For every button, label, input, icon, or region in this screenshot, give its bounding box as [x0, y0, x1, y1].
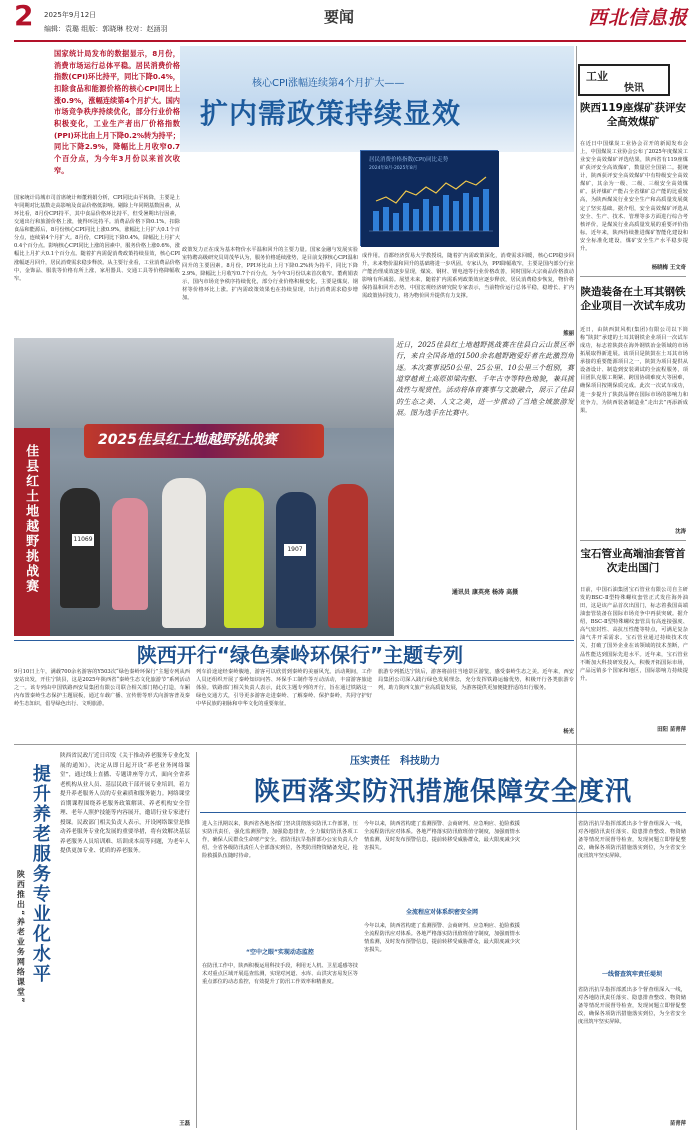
feature-byline: 杨光	[563, 729, 574, 735]
flood-col1: 进入主汛期以来，陕西省各地各部门坚决贯彻落实防汛工作部署，压实防汛责任，强化监测预警，加强隐患排查，全力做好防汛各项工作，确保人民群众生命财产安全。省防汛抗旱指挥部办公室负责人介绍，全省各级防汛责任人全部落实到位，各类防汛物资储备充足，抢险救援队伍随时待命。	[202, 821, 358, 860]
cpi-chart-graphic	[361, 151, 499, 247]
cpi-kicker: 核心CPI涨幅连续第4个月扩大——	[252, 78, 405, 89]
feature-col3: 旅游专列抵达宁陕后，游客将前往当地景区游览，感受秦岭生态之美。近年来，西安局集团公司深入践行绿色发展理念，充分发挥铁路运输优势，积极开行各类旅游专列，助力陕西文旅产业高质量发展，为游客提供更加便捷舒适的出行服务。	[378, 669, 574, 692]
cpi-chart-period: 2024年8月-2025年8月	[369, 166, 418, 171]
event-arch	[84, 424, 324, 458]
cpi-chart-title: 居民消费价格指数(CPI)同比走势	[369, 157, 449, 163]
baoshi-title: 宝石管业高端油套管首次走出国门	[580, 548, 686, 574]
elder-body: 陕西省民政厅近日印发《关于推动养老服务专业化发展的通知》，决定从即日起开设“养老业务网络课堂”，通过线上直播、专题讲座等方式，面向全省养老机构从业人员、基层民政干部开展专业培训，着力提升养老服务人员的专业素质和服务能力。网络课堂首期课程围绕养老服务政策解读、养老机构安全管理、老年人照护技能等内容展开，邀请行业专家进行授课。民政部门相关负责人表示，开设网络课堂是推动养老服务专业化发展的重要举措，将有效解决基层养老服务人员培训难、培训成本高等问题，为老年人提供更加专业、优质的养老服务。	[60, 753, 190, 854]
elder-title: 提升养老服务专业化水平	[29, 764, 51, 984]
flood-col2-body: 今年以来，陕西省构建了监测预警、会商研判、应急响应、抢险救援全流程防汛应对体系。各地严格落实防汛值班值守制度，加强雨情水情监测，及时发布预警信息，提前转移受威胁群众，最大限度减少灾害损失。	[364, 923, 520, 954]
baoshi-byline: 田阳 苗青萍	[657, 727, 686, 733]
sky	[14, 338, 394, 428]
runner	[328, 484, 368, 628]
flood-col3-body: 省防汛抗旱指挥部派出多个督查组深入一线，对各地防汛责任落实、隐患排查整改、物资储备等情况开展督导检查，发现问题立即督促整改，确保各项防汛措施落实到位，为全省安全度汛筑牢坚实屏障。	[578, 987, 686, 1026]
column-divider	[196, 752, 197, 1128]
race-photo	[14, 338, 394, 636]
runner	[224, 488, 264, 628]
coal-mine-title: 陕西119座煤矿获评安全高效煤矿	[580, 102, 686, 128]
runner	[112, 498, 148, 610]
cpi-summary: 国家统计局发布的数据显示，8月份，消费市场运行总体平稳。居民消费价格指数(CPI)环比持平，同比下降0.4%，扣除食品和能源价格的核心CPI同比上涨0.9%，涨幅连续第4个月扩大。国内市场竞争秩序持续优化，部分行业价格积极变化，工业生产者出厂价格指数(PPI)环比由上月下降0.2%转为持平；同比下降2.9%，降幅比上月收窄0.7个百分点，为今年3月份以来首次收窄。	[54, 49, 180, 175]
flood-col3-intro: 省防汛抗旱指挥部派出多个督查组深入一线，对各地防汛责任落实、隐患排查整改、物资储备等情况开展督导检查，发现问题立即督促整改，确保各项防汛措施落实到位，为全省安全度汛筑牢坚实屏障。	[578, 821, 686, 860]
cpi-body-col1: 国家统计局城市司首席统计师董莉娟分析，CPI同比由平转降，主要是上年同期对比基数走高影响及食品价格低影响。剔除上年同期基数因素，从环比看，8月份CPI持平，其中食品价格环比持平，但受暑期出行因素，交通出行和旅游价格上涨，使得环比持平。消费品价格下降0.1%，扣除食品和能源后，8月份核心CPI同比上涨0.9%，涨幅比上月扩大0.1个百分点，连续第4个月扩大。8月份，CPI同比下降0.4%，降幅比上月扩大0.4个百分点。影响核心CPI同比上涨的因素中，服务价格上涨0.6%，涨幅比上月扩大0.1个百分点。随着扩内需促消费政策持续显效，核心CPI涨幅逐月回升，居民消费需求稳步释放。从主要行业看，工业消费品价格中，金饰品、服装等价格有所上涨，家用器具、交通工具等价格降幅收窄。	[14, 195, 180, 282]
flood-sub3: 一线督查筑牢责任堤坝	[601, 971, 662, 978]
coal-mine-body: 在近日中国煤炭工业协会召开的新闻发布会上，中国煤炭工业协会公布了2025年度煤炭工业安全高效煤矿评选结果，陕西省有119座煤矿获评安全高效煤矿，数量居全国第二。据统计，陕西获评安全高效煤矿中有特级安全高效煤矿，其余为一级、二级、三级安全高效煤矿。获评煤矿产能占全省煤矿总产能的比重较高，为陕西煤炭行业安全生产和高质量发展奠定了坚实基础。据介绍，安全高效煤矿评选从安全、生产、技术、管理等多方面进行综合考核评价，是煤炭行业高质量发展的重要评价指标。近年来，陕西持续推进煤矿智能化建设和安全标准化建设，煤矿安全生产水平稳步提升。	[580, 141, 688, 252]
editor-credits: 编辑：袁璐 组版：郭晓琳 校对：赵涵羽	[44, 25, 168, 33]
column-divider	[576, 46, 577, 1130]
shaangu-title: 陕造装备在土耳其钢铁企业项目一次试车成功	[580, 286, 686, 312]
bib-number: 1907	[284, 544, 306, 556]
flood-byline: 苗青萍	[669, 1121, 686, 1127]
section-rule	[14, 744, 686, 745]
label-industry: 工业	[586, 70, 608, 83]
divider	[580, 276, 686, 277]
issue-date: 2025年9月12日	[44, 11, 97, 19]
flood-sub1: “空中之眼”实现动态监控	[246, 949, 314, 956]
elder-byline: 王磊	[179, 1121, 190, 1127]
side-sign-text: 佳县红土地越野挑战赛	[23, 444, 39, 594]
baoshi-body: 日前，中国石油集团宝石管业有限公司自主研发的BSC-Ⅱ型特殊螺纹套管正式发往海外油田，这是该产品首次出国门，标志着我国高端油套管装备在国际市场竞争中再获突破。据介绍，BSC-Ⅱ型特殊螺纹套管具有高连接强度、高气密封性、高抗压性能等特点，可满足复杂油气井开采需求。宝石管业通过持续技术攻关，打破了国外企业在该领域的技术垄断，产品性能达到国际先进水平。近年来，宝石管业不断加大科技研发投入，积极开拓国际市场，产品远销多个国家和地区，国际影响力持续提升。	[580, 587, 688, 682]
photo-credit: 通讯员 康英亮 杨涛 高摄	[451, 589, 519, 596]
cpi-byline: 熊丽	[563, 331, 574, 337]
industry-flash-label	[578, 64, 670, 96]
feature-col1: 9月10日上午，满载700余名游客的Y503次“绿色秦岭环保行”主题专列从西安站出发，开往宁陕县，这是2025年陕西省“秦岭生态文化旅游节”系列活动之一。该专列由中国铁路西安局集团有限公司联合相关部门精心打造，车厢内布置秦岭生态保护主题展板，通过车载广播、宣传册等形式向游客普及秦岭生态知识，倡导绿色出行、文明旅游。	[14, 669, 190, 708]
bib-number: 11069	[72, 534, 94, 546]
page-number: 2	[14, 0, 34, 32]
flood-col2-intro: 今年以来，陕西省构建了监测预警、会商研判、应急响应、抢险救援全流程防汛应对体系。各地严格落实防汛值班值守制度，加强雨情水情监测，及时发布预警信息，提前转移受威胁群众，最大限度减少灾害损失。	[364, 821, 520, 852]
shaangu-byline: 沈涛	[675, 529, 686, 535]
feature-title: 陕西开行“绿色秦岭环保行”主题专列	[136, 643, 464, 667]
masthead: 西北信息报	[588, 7, 689, 29]
runner	[60, 488, 100, 608]
divider	[580, 540, 686, 541]
cpi-chart	[360, 150, 498, 246]
shaangu-body: 近日，由陕西鼓风机(集团)有限公司以下简称“陕鼓”承建的土耳其钢铁企业项目一次试车成功，标志着陕鼓在海外钢铁冶金领域的市场拓展取得新进展。该项目是陕鼓在土耳其市场承接的重要能源项目之一，陕鼓为项目提供从设备设计、制造到安装调试的全流程服务，项目团队克服工期紧、跨国协调难度大等困难，确保项目按期保质完成。此次一次试车成功，进一步提升了陕鼓品牌在国际市场的影响力和竞争力，为陕西装备制造业“走出去”再添新成果。	[580, 327, 688, 414]
section-title: 要闻	[324, 8, 355, 26]
photo-caption: 近日，2025佳县红土地越野挑战赛在佳县白云山景区举行，来自全国各地的1500余名越野跑爱好者在此激烈角逐。本次赛事设50公里、25公里、10公里三个组别，赛道穿越黄土高原峁梁沟壑、千年古寺等特色地貌，兼具挑战性与观赏性。活动将体育赛事与文旅融合，展示了佳县的生态之美、人文之美，进一步推动了当地全域旅游发展。图为选手在比赛中。	[396, 341, 574, 417]
label-flash: 快讯	[624, 83, 644, 94]
elder-subtitle: 陕西推出“养老业务网络课堂”	[16, 870, 26, 1005]
event-banner-text: 2025佳县红土地越野挑战赛	[98, 432, 277, 448]
side-sign	[14, 428, 50, 636]
feature-col2: 列车沿途途经秦岭腹地，游客可以欣赏到秦岭的美丽风光。活动期间，工作人员还组织开展了秦岭知识问答、环保手工制作等互动活动，丰富游客旅途体验。铁路部门相关负责人表示，此次主题专列的开行，旨在通过铁路这一绿色交通方式，引导更多游客走进秦岭、了解秦岭、保护秦岭，共同守护好中华民族的祖脉和中华文化的重要象征。	[196, 669, 372, 708]
flood-kicker: 压实责任 科技助力	[350, 756, 440, 767]
flood-rule	[200, 812, 686, 813]
header-rule	[14, 40, 686, 42]
flood-col1b: 在防汛工作中，陕西积极运用科技手段，利用无人机、卫星遥感等技术对重点区域开展巡查监测，实现对河道、水库、山洪灾害易发区等重点部位的动态监控，有效提升了防汛工作效率和精准度。	[202, 963, 358, 986]
cpi-body-col3: 成作用。首都经济贸易大学教授说，随着扩内需政策深化，消费需求回暖，核心CPI稳步回升，未来物价温和回升的基础将进一步巩固。专家认为，PPI降幅收窄，主要是国内部分行业产能治理成效逐步显现，煤炭、钢材、锂电池等行业价格改善，同时国际大宗商品价格波动影响有所减弱。展望未来，随着扩内需系列政策效应逐步释放，居民消费稳步恢复，物价将保持温和回升态势。中国宏观经济研究院专家表示，当前物价运行总体平稳，稳增长、扩内需政策协同发力，将为物价回升提供有力支撑。	[362, 253, 574, 300]
runner	[276, 492, 316, 628]
flood-sub2: 全流程应对体系织密安全网	[405, 909, 478, 916]
coal-mine-byline: 杨晓梅 王文奇	[651, 265, 686, 271]
flood-title: 陕西落实防汛措施保障安全度汛	[253, 777, 632, 807]
runner	[162, 478, 206, 628]
cpi-headline-banner	[180, 46, 574, 152]
cpi-body-col2: 政策发力正在成为基本物价水平温和回升的主要力量。国家金融与发展实验室特聘高级研究员周茂华认为，服务价格延续涨势，是目前支撑核心CPI温和回升的主要因素。8月份，PPI环比由上月下降0.2%转为持平，同比下降2.9%，降幅比上月收窄0.7个百分点，为今年3月份以来首次收窄。董莉娟表示，国内市场竞争秩序持续优化，部分行业价格积极变化，主要是煤炭、钢材等价格环比上涨。扩内需政策效果也在持续显现，出行消费需求稳步增加。	[182, 247, 358, 302]
cpi-headline: 扩内需政策持续显效	[200, 97, 462, 130]
